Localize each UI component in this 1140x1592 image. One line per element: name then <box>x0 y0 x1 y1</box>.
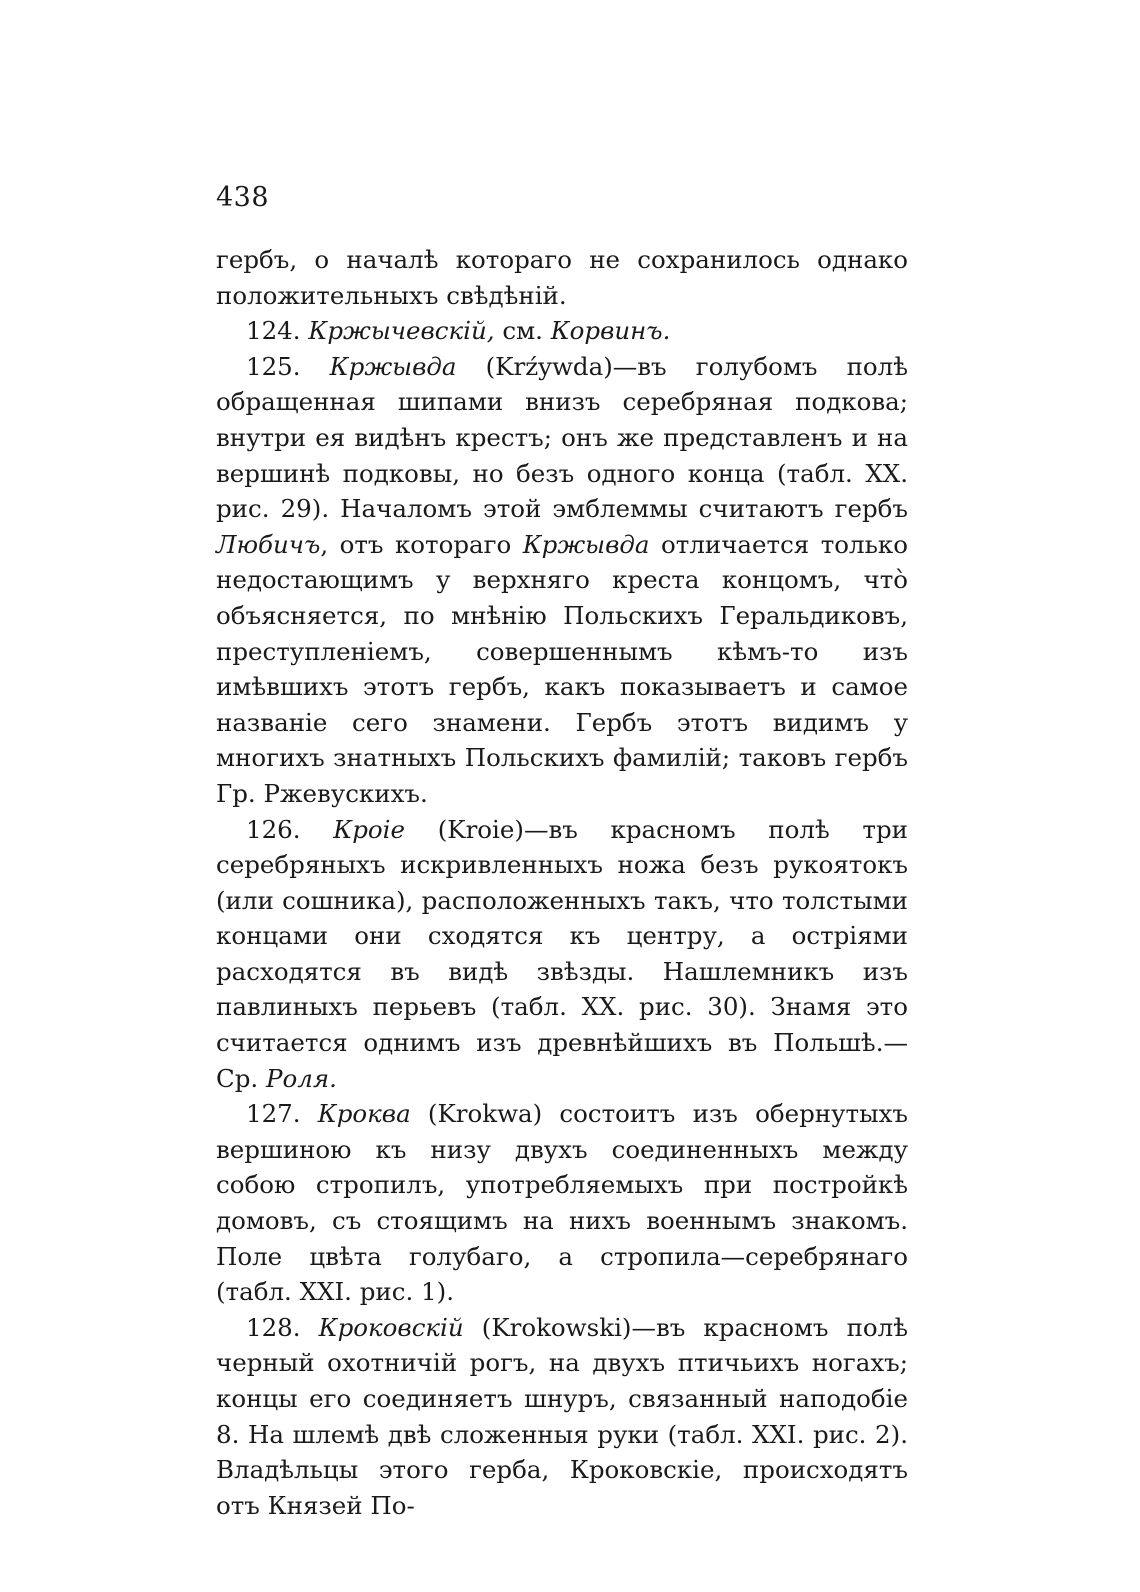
entry-name: Кржывда <box>329 351 457 381</box>
entry-text: (Kroie)—въ красномъ полѣ три серебряныхъ искривленныхъ ножа безъ рукоятокъ (или сошника), расположенныхъ такъ, что толстыми концами они сходятся къ центру, а остріями расходятся въ видѣ звѣзды. Нашлемникъ изъ павлиныхъ перьевъ (табл. XX. рис. 30). Знамя это считается однимъ изъ древнѣйшихъ въ Польшѣ.—Ср. <box>216 814 908 1093</box>
entry-name: Кроіе <box>333 814 406 844</box>
entry-reference: Любичъ <box>216 529 321 559</box>
entry-text: см. <box>494 316 551 346</box>
body-text <box>216 242 908 1523</box>
entry-text: отличается только недостающимъ у верхняго креста концомъ, что̀ объясняется, по мнѣнію Польскихъ Геральдиковъ, преступленіемъ, совершеннымъ кѣмъ-то изъ имѣвшихъ этотъ гербъ, какъ показываетъ и самое названіе сего знамени. Гербъ этотъ видимъ у многихъ знатныхъ Польскихъ фамилій; таковъ гербъ Гр. Ржевускихъ. <box>216 529 908 808</box>
entry-number: 127. <box>246 1099 301 1129</box>
entry-127 <box>216 1096 908 1310</box>
entry-text: (Krokwa) состоитъ изъ обернутыхъ вершиною къ низу двухъ соединенныхъ между собою стропилъ, употребляемыхъ при постройкѣ домовъ, съ стоящимъ на нихъ военнымъ знакомъ. Поле цвѣта голубаго, а стропила—серебрянаго (табл. XXI. рис. 1). <box>216 1099 908 1307</box>
entry-reference: Роля. <box>266 1063 337 1093</box>
entry-124 <box>216 313 908 349</box>
entry-128 <box>216 1310 908 1524</box>
entry-name: Кроква <box>317 1099 411 1129</box>
entry-reference: Кржывда <box>522 529 650 559</box>
entry-126 <box>216 812 908 1097</box>
entry-reference: Корвинъ. <box>550 316 671 346</box>
entry-name: Кроковскій <box>318 1312 464 1342</box>
paragraph-continuation <box>216 242 908 313</box>
page-number: 438 <box>216 182 270 213</box>
paragraph-text: гербъ, о началѣ котораго не сохранилось однако положительныхъ свѣдѣній. <box>216 245 908 310</box>
entry-name: Кржычевскій, <box>308 316 495 346</box>
entry-text: , отъ котораго <box>320 529 523 559</box>
entry-125 <box>216 349 908 812</box>
entry-number: 124. <box>246 316 301 346</box>
entry-number: 125. <box>246 351 301 381</box>
entry-number: 126. <box>246 814 301 844</box>
entry-text: (Krokowski)—въ красномъ полѣ черный охотничій рогъ, на двухъ птичьихъ ногахъ; концы его соединяетъ шнуръ, связанный наподобіе 8. На шлемѣ двѣ сложенныя руки (табл. XXI. рис. 2). Владѣльцы этого герба, Кроковскіе, происходятъ отъ Князей По- <box>216 1312 908 1520</box>
entry-number: 128. <box>246 1312 301 1342</box>
entry-text: (Krźywda)—въ голубомъ полѣ обращенная шипами внизъ серебряная подкова; внутри ея видѣнъ крестъ; онъ же представленъ и на вершинѣ подковы, но безъ одного конца (табл. XX. рис. 29). Началомъ этой эмблеммы считаютъ гербъ <box>216 351 908 524</box>
